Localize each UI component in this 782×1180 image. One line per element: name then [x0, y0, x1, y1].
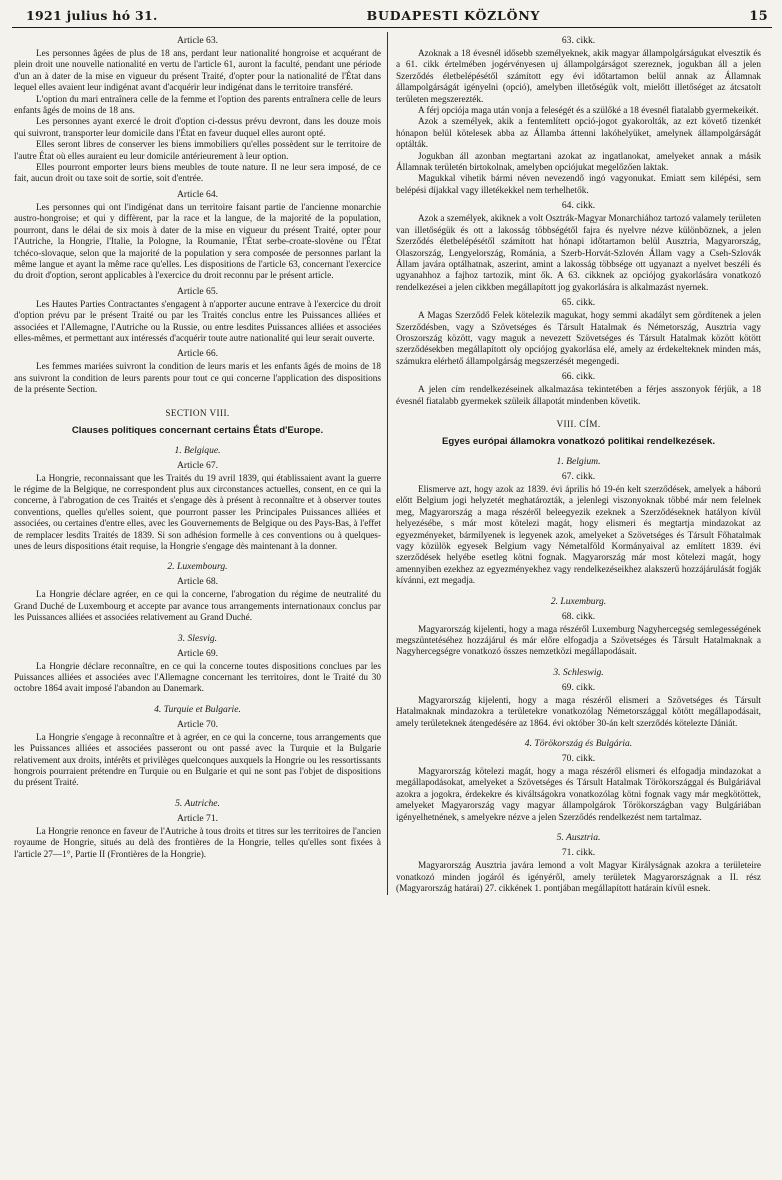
section-subtitle: Egyes európai államokra vonatkozó politikai rendelkezések.	[442, 435, 715, 447]
paragraph: Elles pourront emporter leurs biens meubles de toute nature. Il ne leur sera imposé, de ce fait, aucun droit ou taxe soit de sortie, soit d'entrée.	[14, 163, 381, 185]
paragraph: Les personnes qui ont l'indigénat dans un territoire faisant partie de l'ancienne monarchie austro-hongroise; et qui y diffèrent, par la race et la langue, de la majorité de la population, pourront, dans le délai de six mois à dater de la mise en vigueur du présent Traité, opter pour l'Autriche, la Hongrie, l'Italie, la Pologne, la Roumanie, l'État serbe-croate-slovène ou l'État tchéco-slovaque, selon que la majorité de la population y sera composée de personnes parlant la même langue et ayant la même race qu'elles. Les dispositions de l'article 63, concernant l'exercice du droit d'option, seront applicables à l'exercice du droit reconnu par le présent article.	[14, 202, 381, 282]
paragraph: Les femmes mariées suivront la condition de leurs maris et les enfants âgés de moins de 18 ans suivront la condition de leurs parents pour tout ce qui concerne l'application des dispositions de la présente Section.	[14, 362, 381, 396]
french-column	[12, 32, 387, 895]
article-title: 68. cikk.	[561, 610, 596, 622]
article-title: 71. cikk.	[561, 847, 596, 859]
paragraph: La Hongrie, reconnaissant que les Traités du 19 avril 1839, qui établissaient avant la guerre le régime de la Belgique, ne correspondent plus aux circonstances actuelles, consent, en ce qui la concerne, à l'abrogation de ces Traités et s'engage dès à présent à reconnaître et à observer toutes conventions, quelles qu'elles soient, que pourront passer les Principales Puissances alliées et associées, ou certaines d'entre elles, avec les Gouvernements de Belgique ou des Pays-Bas, à l'effet de remplacer lesdits Traités de 1839. Si son adhésion formelle à ces conventions ou à quelques-unes de leurs dispositions était requise, la Hongrie s'engage dès maintenant à la donner.	[14, 473, 381, 552]
subsection-title: 2. Luxemburg.	[550, 595, 607, 607]
subsection-title: 5. Ausztria.	[556, 832, 601, 844]
article-title: 65. cikk.	[561, 297, 596, 309]
section-title: VIII. CÍM.	[556, 418, 601, 429]
paragraph: Azok a személyek, akik a fentemlített opció-jogot gyakorolták, az ezt követő tizenkét hónapon belül kötelesek abba az Államba áttenni lakóhelyüket, amelynek állampolgárságát optálták.	[396, 117, 761, 151]
article-title: 64. cikk.	[561, 200, 596, 212]
article-title: Article 68.	[176, 576, 219, 588]
article-title: Article 69.	[176, 647, 219, 659]
section-subtitle: Clauses politiques concernant certains États d'Europe.	[71, 424, 324, 436]
paragraph: Elismerve azt, hogy azok az 1839. évi április hó 19-én kelt szerződések, amelyek a háború előtt Belgium jogi helyzetét meghatározták, a jelenlegi viszonyoknak többé már nem felelnek meg, Magyarország a maga részéről beleegyezik ezeknek a Szerződéseknek hatályon kívül helyezésébe, s már most kötelezi magát, hogy elismeri és megtartja mindazokat az egyezményeket, bármilyenek is legyenek azok, amelyeket a Szövetséges és Társult Főhatalmak vagy közülök egyesek Belgium vagy Németalföld Kormányaival az említett 1839. évi szerződések helyébe esetleg kötni fognak. Magyarország már most kötelezi magát, hogy amennyiben ezekhez az egyezményekhez vagy rendelkezéseikhez alakszerű hozzájárulását fogják kívánni, ezt megadja.	[396, 484, 761, 587]
paragraph: Les Hautes Parties Contractantes s'engagent à n'apporter aucune entrave à l'exercice du droit d'option prévu par le présent Traité ou par les Traités conclus entre les Puissances alliées et associées et l'Allemagne, l'Autriche ou la Russie, ou entre lesdites Puissances alliées et associées elles-mêmes, et permettant aux intéressés d'acquérir toute autre nationalité qui leur serait ouverte.	[14, 299, 381, 344]
hungarian-column	[388, 32, 763, 895]
subsection-title: 2. Luxembourg.	[167, 561, 228, 573]
paragraph: Magukkal vihetik bármi néven nevezendő ingó vagyonukat. Emiatt sem kilépési, sem belépési díjakkal vagy illetékekkel nem terhelhetők.	[396, 174, 761, 196]
paragraph: La Hongrie renonce en faveur de l'Autriche à tous droits et titres sur les territoires de l'ancien royaume de Hongrie, situés au delà des frontières de la Hongrie, telles qu'elles sont fixées à l'article 27—1°, Partie II (Frontières de la Hongrie).	[14, 826, 381, 860]
paragraph: La Hongrie s'engage à reconnaître et à agréer, en ce qui la concerne, tous arrangements que les Puissances alliées et associées passeront ou ont passé avec la Turquie et la Bulgarie relativement aux droits, intérêts et privilèges quelconques auxquels la Hongrie ou les ressortissants hongrois pourraient prétendre en Turquie ou en Bulgarie et qui ne sont pas l'objet de dispositions du présent Traité.	[14, 732, 381, 789]
article-title: 69. cikk.	[561, 681, 596, 693]
article-title: 66. cikk.	[561, 371, 596, 383]
article-title: 67. cikk.	[561, 470, 596, 482]
subsection-title: 5. Autriche.	[175, 797, 220, 809]
subsection-title: 1. Belgique.	[174, 444, 221, 456]
paragraph: Magyarország Ausztria javára lemond a volt Magyar Királyságnak azokra a területeire vonatkozó minden jogáról és igényéről, amely területek Magyarországnak a II. rész (Magyarország határai) 27. cikkének 1. pontjában megállapított határain kívül esnek.	[396, 861, 761, 894]
paragraph: La Hongrie déclare agréer, en ce qui la concerne, l'abrogation du régime de neutralité du Grand Duché de Luxembourg et accepte par avance tous arrangements internationaux conclus par les Puissances alliées et associées relativement au Grand Duché.	[14, 590, 381, 624]
article-title: Article 66.	[176, 348, 219, 360]
article-title: 70. cikk.	[561, 753, 596, 765]
paragraph: La Hongrie déclare reconnaître, en ce qui la concerne toutes dispositions conclues par les Puissances alliées et associées avec l'Allemagne concernant les territoires, dont le Traité du 30 octobre 1864 avait imposé l'abandon au Danemark.	[14, 661, 381, 695]
article-title: Article 67.	[176, 459, 219, 471]
paragraph: Magyarország kijelenti, hogy a maga részéről elismeri a Szövetséges és Társult Hatalmaknak mindazokra a területekre vonatkozólag Németországgal kötött megállapodásait, amely területeknek átengedésére az 1864. évi október 30-án kelt szerződés kötelezte Dániát.	[396, 695, 761, 729]
paragraph: Elles seront libres de conserver les biens immobiliers qu'elles possèdent sur le territoire de l'autre État où elles auraient eu leur domicile antérieurement à leur option.	[14, 140, 381, 162]
paragraph: Les personnes ayant exercé le droit d'option ci-dessus prévu devront, dans les douze mois qui suivront, transporter leur domicile dans l'État en faveur duquel elles auront opté.	[14, 117, 381, 139]
subsection-title: 3. Slesvig.	[177, 632, 218, 644]
article-title: Article 65.	[176, 285, 219, 297]
article-title: Article 64.	[176, 188, 219, 200]
paragraph: A Magas Szerződő Felek kötelezik magukat, hogy semmi akadályt sem gördítenek a jelen Szerződésben, vagy a Szövetséges és Társult Hatalmak és Németország, Ausztria vagy Oroszország között, vagy maguk a nevezett Szövetséges és Társult Hatalmak között kötött szerződésekben megállapított oly opciójog gyakorlása elé, amely az érdekelteknek minden más, számukra elérhető állampolgárság megszerzését megengedi.	[396, 311, 761, 367]
article-title: Article 63.	[176, 35, 219, 46]
paragraph: Magyarország kötelezi magát, hogy a maga részéről elismeri és elfogadja mindazokat a megállapodásokat, amelyeket a Szövetséges és Társult Hatalmak Törökországgal és Bulgáriával azokra a jogokra, érdekekre és kiváltságokra vonatkozólag kötni fognak vagy már megkötöttek, amelyeket Magyarország vagy magyar állampolgárok Törökországban vagy Bulgáriában igényelhetnének, s amelyekre nézve a jelen Szerződés rendelkezést nem tartalmaz.	[396, 767, 761, 823]
page-header	[12, 6, 772, 28]
paragraph: Jogukban áll azonban megtartani azokat az ingatlanokat, amelyeket annak a másik Államnak területén birtokolnak, amelyben opciójukat megelőzően laktak.	[396, 151, 761, 174]
article-title: Article 70.	[176, 718, 219, 730]
subsection-title: 4. Turquie et Bulgarie.	[154, 703, 241, 715]
article-title: 63. cikk.	[561, 35, 596, 46]
header-title: BUDAPESTI KÖZLÖNY	[366, 8, 541, 23]
article-title: Article 71.	[176, 812, 219, 824]
two-column-body	[12, 32, 772, 895]
subsection-title: 3. Schleswig.	[553, 666, 604, 678]
paragraph: L'option du mari entraînera celle de la femme et l'option des parents entraînera celle de leurs enfants âgés de moins de 18 ans.	[14, 94, 381, 117]
section-title: SECTION VIII.	[165, 407, 230, 418]
paragraph: Magyarország kijelenti, hogy a maga részéről Luxemburg Nagyhercegség semlegességének megszüntetéséhez hozzájárul és már előre elfogadja a Szövetséges és Társult Hatalmaknak a Nagyhercegségre vonatkozó összes nemzetközi megállapodásait.	[396, 624, 761, 658]
page-number: 15	[749, 9, 768, 24]
paragraph: A jelen cím rendelkezéseinek alkalmazása tekintetében a férjes asszonyok férjük, a 18 évesnél fiatalabb gyermekek szüleik állapotát mindenben követik.	[396, 385, 761, 407]
subsection-title: 1. Belgium.	[556, 455, 601, 467]
header-date: 1921 julius hó 31.	[26, 8, 158, 23]
paragraph: Les personnes âgées de plus de 18 ans, perdant leur nationalité hongroise et acquérant de plein droit une nouvelle nationalité en vertu de l'article 61, auront la faculté, pendant une période d'un an à dater de la mise en vigueur du présent Traité, d'opter pour la nationalité de l'État dans lequel elles avaient leur indigénat avant d'acquérir leur indigénat dans le territoire transféré.	[14, 49, 381, 94]
subsection-title: 4. Törökország és Bulgária.	[524, 738, 633, 750]
paragraph: A férj opciója maga után vonja a feleségét és a szülőké a 18 évesnél fiatalabb gyermekeikét.	[418, 106, 759, 117]
paragraph: Azok a személyek, akiknek a volt Osztrák-Magyar Monarchiához tartozó valamely területen van illetőségük és ott a lakosság többségétől fajra és nyelvre nézve különböznek, a jelen Szerződés életbelépésétől számított hat hónapi időtartamon belül Ausztria, Magyarország, Olaszország, Lengyelország, Románia, a Szerb-Horvát-Szlovén Állam vagy a Cseh-Szlovák Állam javára optálhatnak, aszerint, amint a lakosság többsége ott ugyanazt a nyelvet beszéli és ugyanahhoz a fajhoz tartozik, mint ők. A 63. cikknek az opciójog gyakorlására vonatkozó rendelkezései a jelen cikkben megállapított jog gyakorlására is alkalmazást nyernek.	[396, 214, 761, 293]
paragraph: Azoknak a 18 évesnél idősebb személyeknek, akik magyar állampolgárságukat elvesztik és a 61. cikk értelmében jogérvényesen uj állampolgárságot szereznek, jogukban áll a jelen Szerződés életbelépésétől számított egy évi időtartamon belül annak az Államnak állampolgárságát igényelni (opció), amelyben illetőségük volt, mielőtt illetőséget az átcsatolt területen megszerezték.	[396, 49, 761, 105]
